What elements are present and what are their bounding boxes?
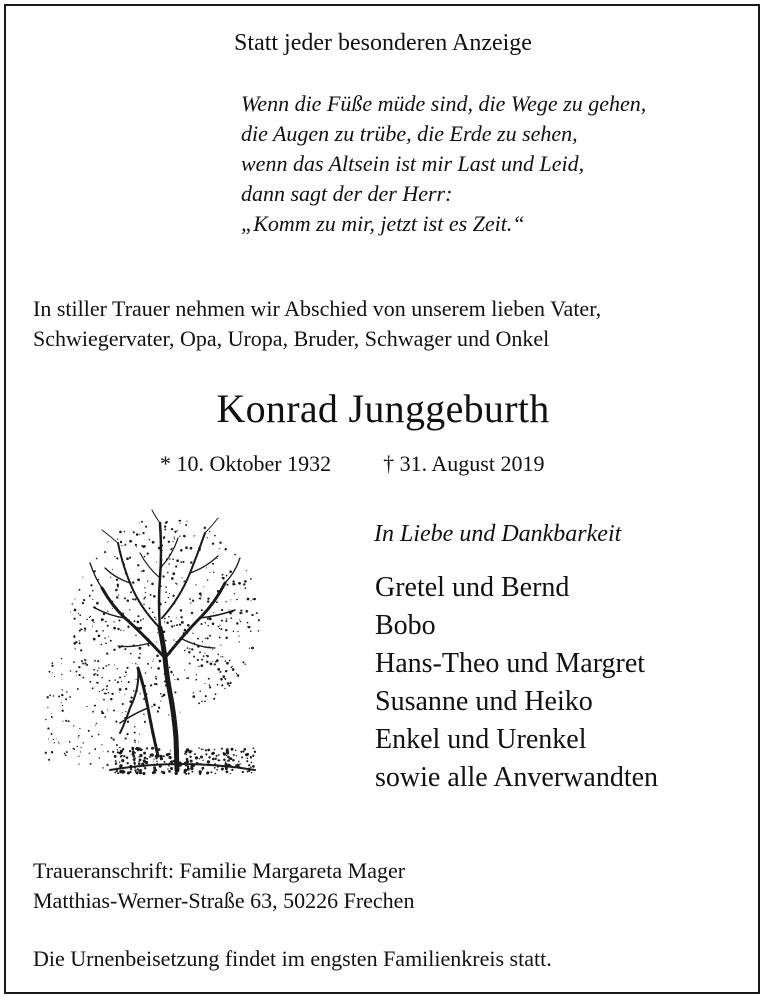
mourner-line: Susanne und Heiko bbox=[375, 686, 593, 717]
birth-date: * 10. Oktober 1932 bbox=[160, 451, 332, 476]
address-line: Matthias-Werner-Straße 63, 50226 Frechen bbox=[33, 888, 415, 913]
poem bbox=[241, 89, 646, 239]
dedication: In Liebe und Dankbarkeit bbox=[374, 521, 622, 547]
poem-line: die Augen zu trübe, die Erde zu sehen, bbox=[241, 121, 578, 146]
mourner-line: Hans-Theo und Margret bbox=[375, 648, 646, 679]
notice-header: Statt jeder besonderen Anzeige bbox=[234, 30, 532, 56]
intro-text bbox=[33, 294, 601, 354]
death-date: † 31. August 2019 bbox=[383, 451, 545, 476]
address-line: Traueranschrift: Familie Margareta Mager bbox=[33, 858, 406, 883]
life-dates bbox=[160, 451, 544, 477]
mourner-line: sowie alle Anverwandten bbox=[375, 762, 659, 793]
intro-line: In stiller Trauer nehmen wir Abschied von unserem lieben Vater, bbox=[33, 296, 602, 321]
mourner-line: Gretel und Bernd bbox=[375, 572, 570, 603]
intro-line: Schwiegervater, Opa, Uropa, Bruder, Schwager und Onkel bbox=[33, 326, 550, 351]
poem-line: „Komm zu mir, jetzt ist es Zeit.“ bbox=[241, 211, 525, 236]
burial-note: Die Urnenbeisetzung findet im engsten Familienkreis statt. bbox=[33, 946, 552, 971]
mourner-line: Bobo bbox=[375, 610, 436, 641]
poem-line: dann sagt der der Herr: bbox=[241, 181, 453, 206]
poem-line: Wenn die Füße müde sind, die Wege zu gehen, bbox=[241, 91, 647, 116]
mourning-address bbox=[33, 856, 414, 916]
mourner-line: Enkel und Urenkel bbox=[375, 724, 587, 755]
poem-line: wenn das Altsein ist mir Last und Leid, bbox=[241, 151, 585, 176]
deceased-name: Konrad Junggeburth bbox=[216, 386, 550, 431]
tree-icon bbox=[40, 508, 280, 793]
mourners-list bbox=[375, 569, 658, 797]
